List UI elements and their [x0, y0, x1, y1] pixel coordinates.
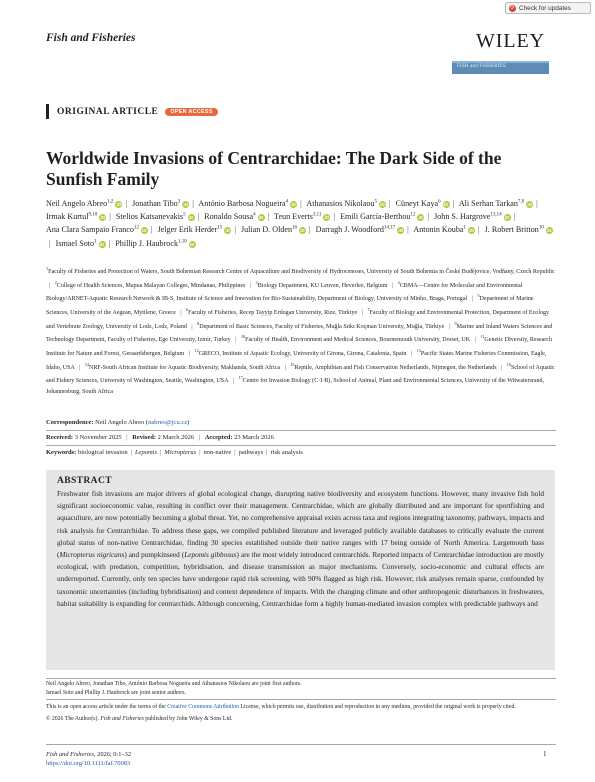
article-type [46, 104, 218, 119]
author-name[interactable] [316, 225, 404, 234]
author-separator: | [427, 211, 430, 221]
divider [46, 699, 556, 700]
author-affiliation-ref: 6 [438, 199, 441, 204]
author-separator: | [536, 198, 538, 208]
author-list [46, 196, 556, 249]
author-separator: | [197, 211, 200, 221]
author-name[interactable] [340, 212, 424, 221]
author-affiliation-ref: 16 [292, 225, 298, 231]
keyword-separator: | [234, 449, 236, 456]
author-separator: | [267, 211, 270, 221]
open-access-badge: OPEN ACCESS [165, 108, 217, 116]
author-separator: | [125, 198, 128, 208]
affiliation-separator: | [474, 337, 476, 344]
correspondence: Correspondence: Neil Angelo Abreo (nabreo@jcu.cz) [46, 419, 190, 426]
keyword: non-native [203, 449, 232, 456]
page-footer [46, 750, 131, 768]
revised-label: Revised: [132, 434, 157, 441]
author-name[interactable] [241, 225, 306, 234]
author-name-text: Cüneyt Kaya [395, 198, 439, 208]
affiliation-text: GRECO, Institute of Aquatic Ecology, University of Girona, Girona, Catalonia, Spain [198, 351, 407, 358]
copyright-prefix: © 2026 The Author(s). [46, 715, 101, 722]
author-affiliation-ref: 4 [253, 212, 256, 218]
affiliation-text: Centre for Invasion Biology (C·I·B), School of Animal, Plant and Environmental Sciences, University of the Witwatersrand, Johannesburg, South Africa [46, 378, 545, 396]
author-name[interactable] [413, 225, 475, 234]
orcid-icon[interactable]: iD [258, 214, 264, 220]
received-date: 3 November 2025 [74, 434, 122, 441]
keyword-separator: | [199, 449, 201, 456]
affiliation-text: College of Health Sciences, Mapua Malayan Colleges, Mindanao, Philippines [56, 282, 246, 289]
doi-link[interactable]: https://doi.org/10.1111/faf.70083 [46, 760, 131, 767]
author-separator: | [309, 225, 311, 235]
affiliation-number: 14 [84, 361, 89, 367]
affiliation-text: Faculty of Fisheries and Protection of Waters, South Bohemian Research Centre of Aquaculture and Biodiversity of Hydrocenoses, University of South Bohemia in České Budějovice, Vodňany, Czech Republic [48, 269, 555, 276]
author-name[interactable] [132, 199, 189, 208]
license-text: This is an open access article under the terms of the [46, 704, 168, 710]
affiliation-separator: | [284, 364, 286, 371]
orcid-icon[interactable]: iD [469, 228, 474, 234]
author-name[interactable] [56, 239, 106, 248]
author-affiliation-ref: 5 [183, 212, 186, 218]
affiliation-text: Department of Marine Sciences, University of the Aegean, Mytilene, Greece [46, 296, 534, 317]
orcid-icon[interactable]: iD [418, 214, 424, 220]
affiliation-number: 2 [54, 279, 57, 285]
affiliation-separator: | [448, 323, 450, 330]
abstract-heading: ABSTRACT [57, 476, 112, 486]
journal-cover-thumbnail [452, 61, 549, 74]
article-title: Worldwide Invasions of Centrarchidae: The Dark Side of the Sunfish Family [46, 148, 502, 189]
affiliation-number: 7 [367, 307, 370, 313]
affiliation-separator: | [391, 282, 394, 289]
article-type-marker [46, 104, 49, 119]
author-affiliation-ref: 12 [133, 225, 139, 231]
affiliation-text: Genetic Diversity, Research Institute for Nature and Forest, Geraardsbergen, Belgium [46, 337, 553, 358]
correspondence-name: Neil Angelo Abreo [95, 419, 145, 426]
affiliation-number: 15 [290, 361, 295, 367]
orcid-icon[interactable]: iD [188, 214, 194, 220]
affiliation-text: School of Aquatic and Fishery Sciences, University of Washington, Seattle, Washington, USA [46, 364, 555, 385]
author-separator: | [108, 238, 111, 248]
footer-citation: , 2026; 0:1–32 [93, 751, 132, 758]
check-for-updates-badge[interactable] [505, 2, 591, 14]
author-affiliation-ref: 5 [374, 199, 377, 204]
joint-first-authors: Neil Angelo Abreo, Jonathan Tibo, António Barbosa Nogueira and Athanasios Nikolaou are joint first authors. [46, 681, 302, 687]
author-separator: | [407, 225, 409, 235]
author-name[interactable] [306, 199, 386, 208]
affiliation-separator: | [232, 378, 234, 385]
affiliation-number: 3 [255, 279, 258, 285]
keyword-separator: | [159, 449, 162, 456]
check-updates-label: Check for updates [519, 4, 571, 12]
author-separator: | [513, 211, 516, 221]
abstract-box [46, 470, 555, 670]
keyword: biological invasion [77, 449, 128, 456]
accepted-label: Accepted: [204, 434, 233, 441]
author-name[interactable] [485, 225, 553, 234]
keyword: Lepomis [134, 449, 157, 456]
author-separator: | [150, 225, 153, 235]
cover-thumb-text: FISH and FISHERIES [457, 64, 506, 69]
affiliation-text: Biology Department, KU Leuven, Heverlee, Belgium [257, 282, 388, 289]
author-name[interactable] [158, 225, 232, 234]
accepted-date: 23 March 2026 [234, 434, 274, 441]
author-name-text: Emili García-Berthou [340, 211, 411, 221]
author-name-text: Jonathan Tibo [132, 198, 178, 208]
orcid-icon[interactable]: iD [189, 241, 195, 247]
author-separator: | [192, 198, 194, 208]
keywords-label: Keywords: [46, 449, 77, 456]
author-separator: | [300, 198, 302, 208]
author-affiliation-ref: 1 [463, 225, 466, 231]
affiliation-number: 9 [454, 320, 457, 326]
affiliation-number: 4 [397, 279, 400, 285]
affiliation-separator: | [361, 310, 363, 317]
author-name-text: Teun Everts [274, 211, 313, 221]
author-separator: | [452, 198, 455, 208]
orcid-icon[interactable]: iD [504, 214, 510, 220]
affiliation-separator: | [49, 282, 51, 289]
orcid-icon[interactable]: iD [142, 228, 147, 234]
affiliation-text: Pacific States Marine Fisheries Commission, Eagle, Idaho, USA [46, 351, 547, 371]
author-name-text: António Barbosa Nogueira [198, 198, 286, 208]
author-name-text: Phillip J. Haubrock [115, 238, 178, 248]
affiliation-number: 10 [240, 334, 246, 340]
author-name-text: Antonin Kouba [413, 225, 464, 235]
cc-license-link[interactable]: Creative Commons Attribution [167, 704, 240, 710]
joint-authorship-note [46, 680, 556, 697]
author-name-text: Athanasios Nikolaou [306, 198, 375, 208]
orcid-icon[interactable]: iD [380, 201, 385, 207]
orcid-icon[interactable]: iD [100, 214, 106, 220]
orcid-icon[interactable]: iD [291, 201, 296, 207]
author-name-text: Neil Angelo Abreo [46, 198, 108, 208]
author-name[interactable] [115, 239, 195, 248]
author-name-text: Julian D. Olden [240, 225, 293, 235]
author-affiliation-ref: 13,14 [490, 212, 502, 218]
affiliation-separator: | [191, 323, 193, 330]
author-name-text: John S. Hargrove [434, 211, 491, 221]
affiliation-separator: | [79, 364, 81, 371]
license-text-end: License, which permits use, distribution and reproduction in any medium, provided the original work is properly cited. [239, 704, 516, 710]
keyword: pathways [238, 449, 264, 456]
author-name-text: Ali Serhan Tarkan [458, 198, 518, 208]
author-name[interactable] [46, 212, 106, 221]
correspondence-label: Correspondence: [46, 419, 94, 426]
divider [46, 678, 556, 679]
copyright-line [46, 715, 556, 724]
publisher-logo: WILEY [476, 30, 545, 52]
author-separator: | [234, 225, 236, 235]
author-affiliation-ref: 12 [410, 212, 416, 218]
author-name-text: Stelios Katsanevakis [115, 211, 184, 221]
author-affiliation-ref: 7,8 [517, 199, 525, 204]
affiliation-text: Reptile, Amphibian and Fish Conservation Netherlands, Nijmegen, the Netherlands [294, 364, 497, 371]
orcid-icon[interactable]: iD [324, 214, 330, 220]
copyright-journal: Fish and Fisheries [100, 715, 144, 722]
affiliation-separator: | [501, 364, 503, 371]
author-affiliation-ref: 3,11 [312, 212, 322, 218]
author-affiliation-ref: 15 [217, 225, 223, 231]
affiliation-text: Faculty of Fisheries, Recep Tayyip Erdogan University, Rize, Türkiye [188, 310, 358, 317]
author-separator: | [477, 225, 480, 235]
author-affiliation-ref: 4 [285, 199, 289, 204]
author-affiliation-ref: 1 [94, 238, 97, 244]
keyword: Micropterus [164, 449, 197, 456]
keyword-separator: | [130, 449, 132, 456]
author-name[interactable] [396, 199, 450, 208]
divider [46, 744, 556, 745]
affiliation-number: 13 [416, 348, 421, 354]
orcid-icon[interactable]: iD [99, 241, 105, 247]
orcid-icon[interactable]: iD [183, 201, 189, 207]
orcid-icon[interactable]: iD [547, 228, 552, 234]
revised-date: 2 March 2026 [157, 434, 195, 441]
author-name-text: Irmak Kurtul [46, 211, 89, 221]
author-name-text: Jelger Erik Herder [157, 225, 218, 235]
author-affiliation-ref: 9,10 [88, 212, 98, 218]
author-name-text: Darragh J. Woodford [315, 225, 384, 235]
affiliation-number: 12 [194, 348, 199, 354]
keywords-list [78, 449, 303, 456]
page-number: 1 [543, 750, 547, 758]
affiliation-separator: | [471, 296, 473, 303]
affiliation-number: 5 [477, 293, 480, 299]
author-name-text: Ana Clara Sampaio Franco [46, 225, 134, 235]
affiliation-separator: | [180, 310, 182, 317]
affiliation-text: Marine and Inland Waters Sciences and Technology Department, Faculty of Fisheries, Ege University, Izmir, Turkey [46, 323, 553, 344]
affiliation-separator: | [249, 282, 252, 289]
affiliation-number: 17 [238, 375, 243, 381]
author-affiliation-ref: 10 [538, 225, 544, 231]
affiliation-text: Faculty of Health, Environment and Medical Sciences, Bournemouth University, Dorset, UK [245, 337, 471, 344]
journal-name: Fish and Fisheries [46, 32, 136, 44]
author-name[interactable] [274, 212, 330, 221]
affiliation-number: 1 [46, 266, 49, 271]
author-affiliation-ref: 3 [177, 199, 181, 204]
author-name[interactable] [46, 225, 148, 234]
affiliation-number: 11 [480, 334, 485, 340]
keywords [46, 449, 556, 456]
copyright-suffix: published by John Wiley & Sons Ltd. [143, 715, 233, 722]
update-icon: ⟳ [510, 4, 515, 11]
author-name[interactable] [116, 212, 195, 221]
author-separator: | [388, 198, 391, 208]
author-name[interactable] [198, 199, 297, 208]
correspondence-email-link[interactable]: nabreo@jcu.cz [148, 419, 188, 426]
affiliation-number: 16 [506, 361, 511, 367]
author-affiliation-ref: 1,2 [107, 199, 114, 204]
affiliation-text: Department of Basic Sciences, Faculty of Fisheries, Muğla Sıtkı Koçman University, Muğla, Türkiye [199, 323, 445, 330]
orcid-icon[interactable]: iD [116, 201, 122, 207]
author-affiliation-ref: 1,10 [178, 238, 187, 244]
received-label: Received: [46, 434, 74, 441]
article-type-label: ORIGINAL ARTICLE [57, 106, 159, 117]
affiliation-text: Faculty of Biology and Environmental Protection, Department of Ecology and Vertebrate Zoology, University of Lodz, Lodz, Poland [46, 310, 550, 330]
author-name[interactable] [434, 212, 511, 221]
author-affiliation-ref: 14,17 [383, 225, 396, 231]
abstract-text: Freshwater fish invasions are major drivers of global ecological change, disrupting native biodiversity and ecosystem functions. However, many invasive fish hold significant socioeconomic value, resulting in conflict over their management. Centrarchidae, which are globally distributed and are important for sportfishing and aquaculture, are now potentially becoming a global threat. Yet, no comprehensive appraisal exists across taxa and regions integrating taxonomy, pathways, impacts and risk analysis for Centrarchidae. To address these gaps, we compiled published literature and leveraged publicly available databases to critically evaluate the current global status of non-native Centrarchidae, finding 30 species established outside their native ranges with 17 being outside of North America. Largemouth bass (Micropterus nigricans) and pumpkinseed (Lepomis gibbosus) are the most widely introduced centrarchids. Reported impacts of Centrarchidae introduction are mostly ecological, with predation, competition, hybridisation, and disease transmission as major mechanisms. Conversely, socio-economic and cultural effects are underreported. Currently, only ten species have undergone rapid risk screening, with 90% flagged as high risk. However, risk analyses remain sparse, confounded by taxonomic uncertainties (including hybridisation) and context dependence of impacts. With the changing climate and other anthropogenic disturbances in freshwaters, habitat suitability is expanding for centrarchids. Although concerning, Centrarchidae form a highly human-mediated invasion complex with predictable pathways and [57, 490, 544, 608]
affiliation-separator: | [188, 351, 190, 358]
affiliation-number: 6 [186, 307, 189, 313]
affiliations [46, 264, 556, 398]
keyword-separator: | [266, 449, 268, 456]
orcid-icon[interactable]: iD [225, 228, 231, 234]
affiliation-number: 8 [197, 320, 200, 326]
author-separator: | [49, 238, 51, 248]
affiliation-text: CBMA—Centre for Molecular and Environmental Biology/ARNET-Aquatic Research Network & IB-S, Institute of Science and Innovation for Bio-Sustainability, Department of Biology, University of Minho, Braga, Portugal [46, 282, 523, 303]
affiliation-separator: | [235, 337, 237, 344]
divider [46, 430, 556, 431]
keyword: risk analysis [270, 449, 303, 456]
author-name[interactable] [459, 199, 533, 208]
author-name-text: Ronaldo Sousa [204, 211, 254, 221]
author-name[interactable] [46, 199, 122, 208]
affiliation-text: NRF-South African Institute for Aquatic Biodiversity, Makhanda, South Africa [89, 364, 281, 371]
orcid-icon[interactable]: iD [527, 201, 532, 207]
author-name-text: Ismael Soto [55, 238, 95, 248]
orcid-icon[interactable]: iD [443, 201, 449, 207]
author-name-text: J. Robert Britton [484, 225, 539, 235]
author-name[interactable] [204, 212, 264, 221]
license-note [46, 703, 556, 723]
author-separator: | [109, 211, 111, 221]
divider [46, 445, 556, 446]
orcid-icon[interactable]: iD [300, 228, 305, 234]
orcid-icon[interactable]: iD [398, 228, 403, 234]
article-dates: Received: 3 November 2025 | Revised: 2 March 2026 | Accepted: 23 March 2026 [46, 434, 274, 441]
author-separator: | [333, 211, 336, 221]
joint-senior-authors: Ismael Soto and Phillip J. Haubrock are joint senior authors. [46, 689, 186, 696]
footer-journal: Fish and Fisheries [46, 751, 94, 758]
affiliation-separator: | [410, 351, 413, 358]
